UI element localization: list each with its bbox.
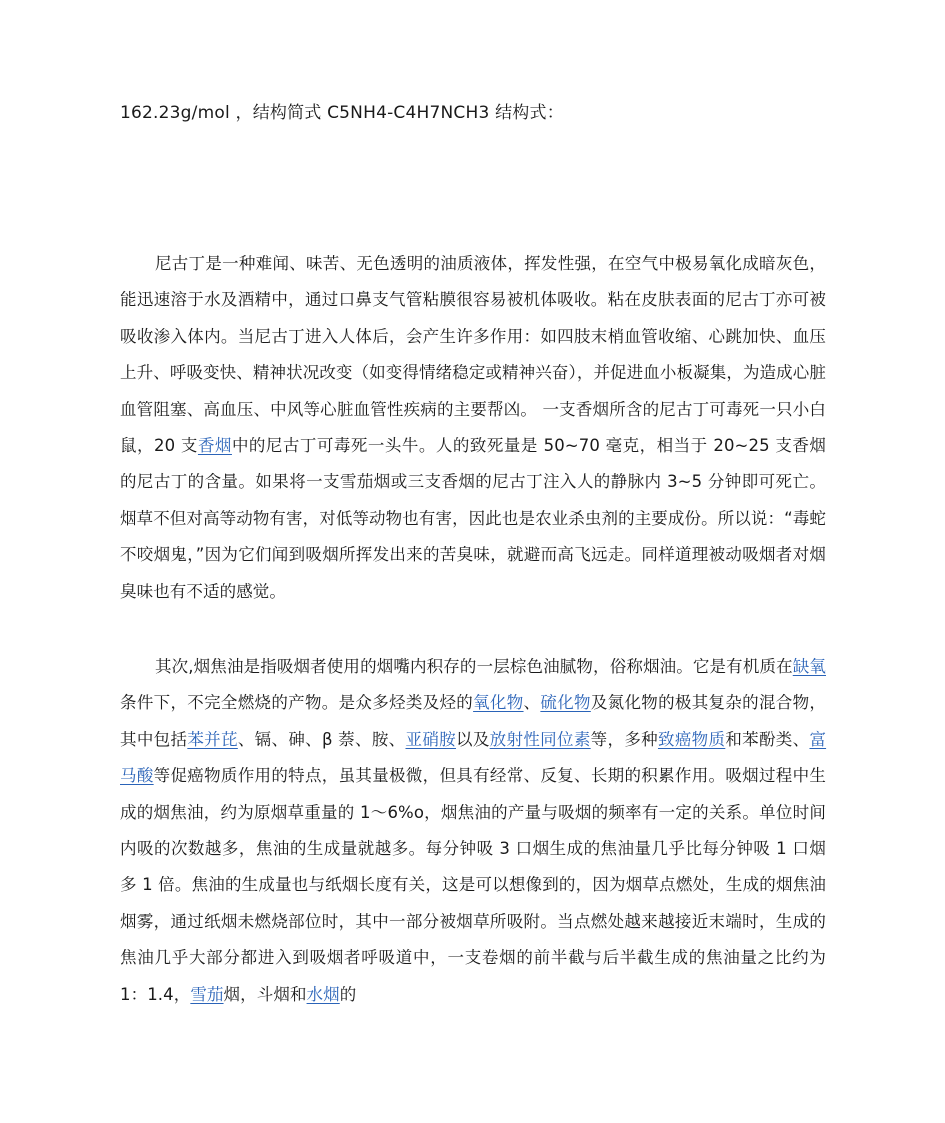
paragraph-tar — [120, 649, 826, 1013]
link-xiangyan[interactable]: 香烟 — [197, 436, 232, 456]
text-segment: 等促癌物质作用的特点，虽其量极微，但具有经常、反复、长期的积累作用。吸烟过程中生成的烟焦油，约为原烟草重量的 1～6%o，烟焦油的产量与吸烟的频率有一定的关系。单位时间内吸的次数越多，焦油的生成量就越多。每分钟吸 3 口烟生成的焦油量几乎比每分钟吸 1 口烟多 1 倍。焦油的生成量也与纸烟长度有关，这是可以想像到的，因为烟草点燃处，生成的烟焦油烟雾，通过纸烟未燃烧部位时，其中一部分被烟草所吸附。当点燃处越来越接近末端时，生成的焦油几乎大部分都进入到吸烟者呼吸道中，一支卷烟的前半截与后半截生成的焦油量之比约为 1：1.4， — [120, 766, 827, 1004]
text-segment: 等，多种 — [590, 729, 658, 749]
link-xuejia[interactable]: 雪茄 — [190, 984, 224, 1004]
text-segment: 中的尼古丁可毒死一头牛。人的致死量是 50~70 毫克，相当于 20~25 支香烟的尼古丁的含量。如果将一支雪茄烟或三支香烟的尼古丁注入人的静脉内 3~5 分钟即可死亡。烟草不但对高等动物有害，对低等动物也有害，因此也是农业杀虫剂的主要成份。所以说：“毒蛇不咬烟鬼，”因为它们闻到吸烟所挥发出来的苦臭味，就避而高飞远走。同样道理被动吸烟者对烟臭味也有不适的感觉。 — [120, 436, 827, 601]
text-segment: 、 — [523, 693, 541, 713]
text-segment: 及氮化物的极其复杂的混合物，其中包括 — [120, 693, 827, 749]
text-segment: 尼古丁是一种难闻、味苦、无色透明的油质液体，挥发性强，在空气中极易氧化成暗灰色，能迅速溶于水及酒精中，通过口鼻支气管粘膜很容易被机体吸收。粘在皮肤表面的尼古丁亦可被吸收渗入体内。当尼古丁进入人体后，会产生许多作用：如四肢末梢血管收缩、心跳加快、血压上升、呼吸变快、精神状况改变（如变得情绪稳定或精神兴奋），并促进血小板凝集，为造成心脏血管阻塞、高血压、中风等心脏血管性疾病的主要帮凶。 一支香烟所含的尼古丁可毒死一只小白鼠，20 支 — [120, 254, 826, 456]
link-queyang[interactable]: 缺氧 — [792, 657, 826, 676]
link-benbingbi[interactable]: 苯并芘 — [187, 729, 238, 749]
link-shuiyan[interactable]: 水烟 — [306, 984, 340, 1004]
link-zhiai[interactable]: 致癌物质 — [657, 729, 726, 749]
text-segment: 条件下，不完全燃烧的产物。是众多烃类及烃的 — [120, 693, 474, 713]
link-fangshexing[interactable]: 放射性同位素 — [489, 729, 591, 749]
text-segment: 、镉、砷、β 萘、胺、 — [237, 729, 406, 749]
text-segment: 的 — [339, 984, 357, 1004]
link-yanghuawu[interactable]: 氧化物 — [473, 693, 524, 713]
molecular-info-line: 162.23g/mol ，结构简式 C5NH4-C4H7NCH3 结构式： — [120, 103, 564, 123]
text-segment: 以及 — [456, 729, 490, 749]
text-segment: 和苯酚类、 — [725, 729, 810, 749]
link-fumasuan[interactable]: 富马酸 — [120, 729, 827, 786]
text-segment: 其次,烟焦油是指吸烟者使用的烟嘴内积存的一层棕色油腻物，俗称烟油。它是有机质在 — [155, 657, 793, 676]
paragraph-nicotine — [120, 246, 826, 610]
link-yaxiaoan[interactable]: 亚硝胺 — [405, 729, 456, 749]
link-liuhuawu[interactable]: 硫化物 — [540, 693, 591, 713]
text-segment: 烟，斗烟和 — [223, 984, 307, 1004]
